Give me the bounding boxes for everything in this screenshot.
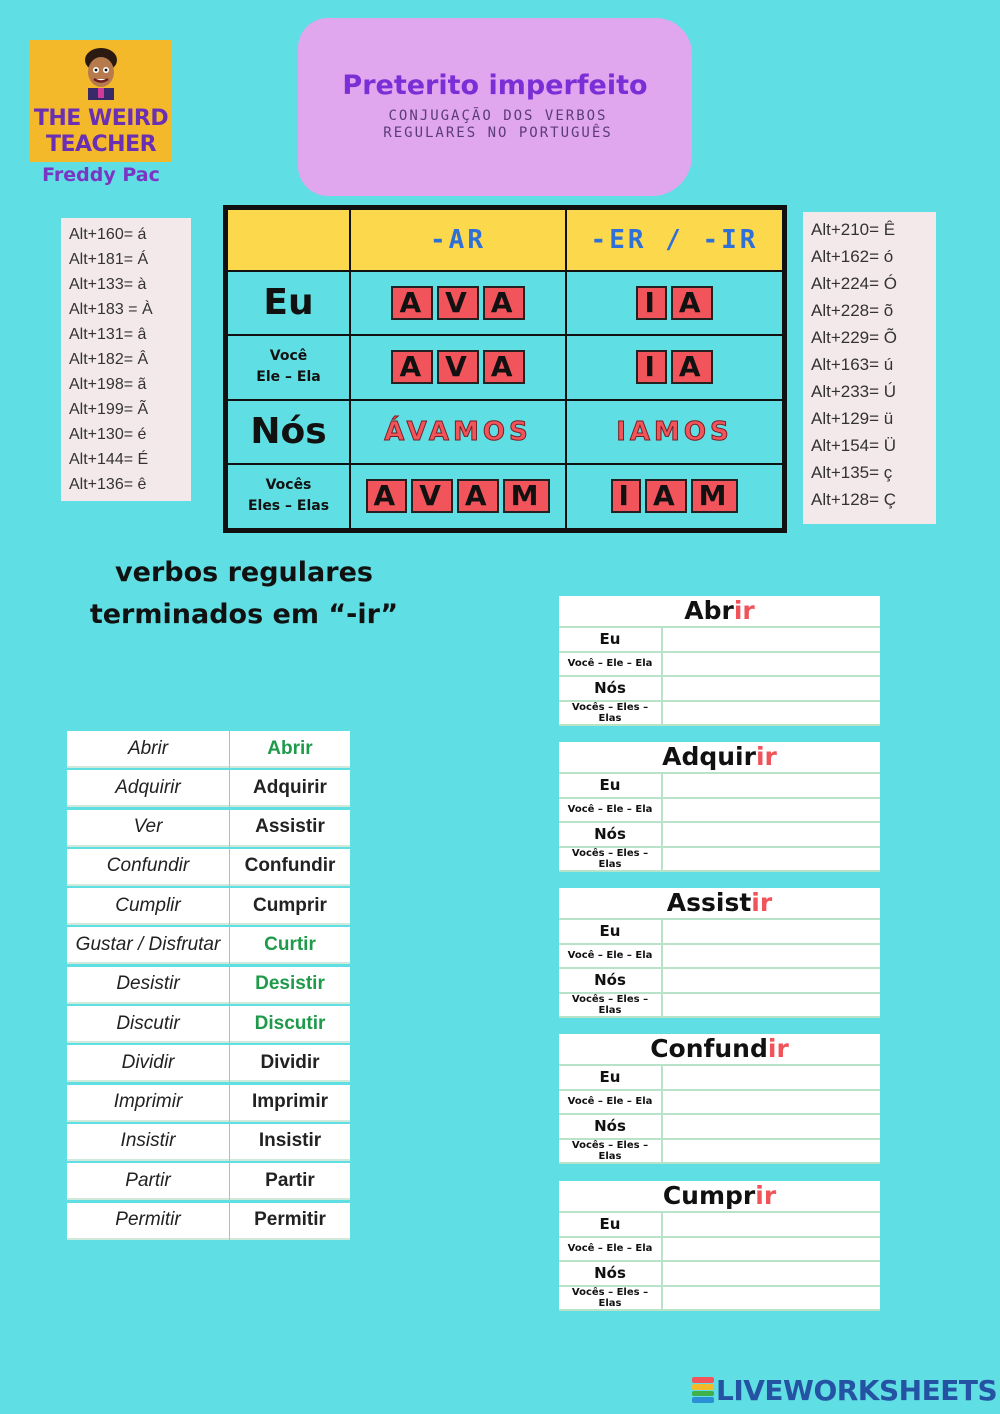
ending-box: I A	[634, 350, 714, 384]
ending-ar-voces	[350, 464, 566, 529]
exercise-verb-title	[559, 1034, 880, 1066]
pronoun-voces-line2: Eles – Elas	[247, 498, 330, 515]
ending-ar-eu	[350, 271, 566, 335]
portuguese-verb-list	[230, 731, 350, 1242]
conjugation-row-voce	[227, 335, 783, 400]
conjugation-answer-input[interactable]	[663, 1213, 880, 1236]
pronoun-voce-line2: Ele – Ela	[256, 369, 321, 386]
exercise-pronoun-label: Eu	[559, 1213, 663, 1236]
ending-ar-nos	[350, 400, 566, 464]
portuguese-verb-item[interactable]: Confundir	[230, 849, 350, 886]
header-empty-cell	[227, 209, 350, 271]
portuguese-verb-item[interactable]: Desistir	[230, 967, 350, 1004]
ending-box: I A	[634, 286, 714, 320]
exercise-pronoun-label: Vocês – Eles – Elas	[559, 702, 663, 725]
exercise-row	[559, 848, 880, 873]
exercise-table	[559, 596, 880, 726]
portuguese-verb-item[interactable]: Curtir	[230, 927, 350, 964]
alt-codes-left	[61, 218, 191, 501]
spanish-verb-item[interactable]: Confundir	[67, 849, 229, 886]
exercise-pronoun-label: Vocês – Eles – Elas	[559, 1140, 663, 1163]
exercise-pronoun-label: Você – Ele – Ela	[559, 945, 663, 968]
exercise-row	[559, 1238, 880, 1263]
exercise-pronoun-label: Nós	[559, 1115, 663, 1138]
portuguese-verb-item[interactable]: Dividir	[230, 1045, 350, 1082]
conjugation-answer-input[interactable]	[663, 1066, 880, 1089]
conjugation-answer-input[interactable]	[663, 799, 880, 822]
verb-ending: ir	[755, 742, 777, 771]
conjugation-row-voces	[227, 464, 783, 529]
exercise-pronoun-label: Eu	[559, 628, 663, 651]
spanish-verb-item[interactable]: Imprimir	[67, 1085, 229, 1122]
exercise-row	[559, 702, 880, 727]
conjugation-answer-input[interactable]	[663, 848, 880, 871]
title-bubble	[298, 18, 692, 196]
ending-ar-voce	[350, 335, 566, 400]
exercise-row	[559, 1287, 880, 1312]
ending-box: A V A	[389, 350, 526, 384]
ending-er-eu	[566, 271, 783, 335]
alt-code-item: Alt+136= ê	[69, 476, 147, 493]
spanish-verb-item[interactable]: Adquirir	[67, 770, 229, 807]
exercise-row	[559, 1091, 880, 1116]
alt-code-item: Alt+133= à	[69, 276, 147, 293]
portuguese-verb-item[interactable]: Imprimir	[230, 1085, 350, 1122]
heading-line2: terminados em “-ir”	[89, 599, 399, 630]
logo-brand	[30, 106, 172, 158]
conjugation-answer-input[interactable]	[663, 945, 880, 968]
alt-code-item: Alt+162= ó	[811, 247, 894, 266]
conjugation-answer-input[interactable]	[663, 774, 880, 797]
exercise-row	[559, 1115, 880, 1140]
header-ar	[350, 209, 566, 271]
exercise-pronoun-label: Eu	[559, 1066, 663, 1089]
spanish-verb-item[interactable]: Desistir	[67, 967, 229, 1004]
exercise-row	[559, 994, 880, 1019]
spanish-verb-item[interactable]: Partir	[67, 1163, 229, 1200]
conjugation-answer-input[interactable]	[663, 1238, 880, 1261]
logo-author: Freddy Pac	[42, 164, 160, 186]
alt-code-item: Alt+182= Â	[69, 351, 149, 368]
alt-code-item: Alt+154= Ü	[811, 436, 897, 455]
exercise-pronoun-label: Vocês – Eles – Elas	[559, 994, 663, 1017]
ending-box: I A M	[609, 479, 741, 513]
spanish-verb-item[interactable]: Discutir	[67, 1006, 229, 1043]
subtitle-line2: REGULARES NO PORTUGUÊS	[383, 125, 613, 141]
spanish-verb-item[interactable]: Permitir	[67, 1203, 229, 1240]
pronoun-eu: Eu	[227, 271, 350, 335]
alt-code-item: Alt+228= õ	[811, 301, 894, 320]
conjugation-answer-input[interactable]	[663, 994, 880, 1017]
header-ar-label: -AR	[430, 225, 486, 255]
liveworksheets-logo-icon	[692, 1377, 714, 1403]
conjugation-row-nos	[227, 400, 783, 464]
exercise-row	[559, 1140, 880, 1165]
subtitle-line1: CONJUGAÇÃO DOS VERBOS	[388, 108, 608, 124]
verbos-regulares-heading	[60, 552, 428, 636]
spanish-verb-item[interactable]: Ver	[67, 810, 229, 847]
verb-ending: ir	[755, 1181, 777, 1210]
conjugation-answer-input[interactable]	[663, 969, 880, 992]
exercise-pronoun-label: Você – Ele – Ela	[559, 799, 663, 822]
exercise-verb-title	[559, 1181, 880, 1213]
alt-codes-right	[803, 212, 936, 524]
conjugation-row-eu	[227, 271, 783, 335]
exercise-pronoun-label: Nós	[559, 823, 663, 846]
conjugation-answer-input[interactable]	[663, 920, 880, 943]
teacher-avatar-icon	[80, 46, 122, 100]
pronoun-voce-line1: Você	[269, 348, 308, 365]
spanish-verb-item[interactable]: Dividir	[67, 1045, 229, 1082]
alt-code-item: Alt+198= ã	[69, 376, 147, 393]
verb-ending: ir	[767, 1034, 789, 1063]
spanish-verb-item[interactable]: Insistir	[67, 1124, 229, 1161]
portuguese-verb-item[interactable]: Cumprir	[230, 888, 350, 925]
exercise-table	[559, 1181, 880, 1311]
alt-code-item: Alt+160= á	[69, 226, 147, 243]
portuguese-verb-item[interactable]: Assistir	[230, 810, 350, 847]
exercise-pronoun-label: Nós	[559, 969, 663, 992]
alt-code-item: Alt+224= Ó	[811, 274, 898, 293]
alt-code-item: Alt+199= Ã	[69, 401, 149, 418]
exercise-pronoun-label: Nós	[559, 677, 663, 700]
exercise-table	[559, 1034, 880, 1164]
ending-er-voces	[566, 464, 783, 529]
exercise-row	[559, 1262, 880, 1287]
conjugation-answer-input[interactable]	[663, 1115, 880, 1138]
alt-code-item: Alt+183 = À	[69, 301, 153, 318]
heading-line1: verbos regulares	[115, 557, 373, 588]
exercise-row	[559, 1213, 880, 1238]
header-er-ir	[566, 209, 783, 271]
pronoun-voces	[227, 464, 350, 529]
exercise-row	[559, 653, 880, 678]
exercise-pronoun-label: Você – Ele – Ela	[559, 1091, 663, 1114]
verb-stem: Abr	[684, 596, 734, 625]
pronoun-voces-line1: Vocês	[265, 477, 312, 494]
exercise-verb-title	[559, 596, 880, 628]
exercise-verb-title	[559, 888, 880, 920]
alt-code-item: Alt+144= É	[69, 451, 149, 468]
exercise-row	[559, 823, 880, 848]
header-er-ir-label: -ER / -IR	[590, 225, 759, 255]
alt-code-item: Alt+163= ú	[811, 355, 894, 374]
spanish-verb-item[interactable]: Cumplir	[67, 888, 229, 925]
alt-code-item: Alt+129= ü	[811, 409, 894, 428]
verb-stem: Cumpr	[662, 1181, 756, 1210]
alt-code-item: Alt+233= Ú	[811, 382, 897, 401]
ending-box: A V A M	[364, 479, 553, 513]
conjugation-answer-input[interactable]	[663, 653, 880, 676]
spanish-verb-item[interactable]: Abrir	[67, 731, 229, 768]
portuguese-verb-item[interactable]: Partir	[230, 1163, 350, 1200]
logo-brand-line1: THE WEIRD	[33, 106, 169, 131]
teacher-logo	[30, 40, 172, 188]
page-title: Preterito imperfeito	[342, 70, 648, 101]
exercise-pronoun-label: Nós	[559, 1262, 663, 1285]
ending-er-nos-text: IAMOS	[616, 416, 733, 447]
alt-code-item: Alt+181= Á	[69, 251, 149, 268]
portuguese-verb-item[interactable]: Insistir	[230, 1124, 350, 1161]
ending-er-voce	[566, 335, 783, 400]
portuguese-verb-item[interactable]: Permitir	[230, 1203, 350, 1240]
conjugation-header-row	[227, 209, 783, 271]
conjugation-answer-input[interactable]	[663, 823, 880, 846]
pronoun-voce	[227, 335, 350, 400]
ending-box: A V A	[389, 286, 526, 320]
exercise-row	[559, 969, 880, 994]
pronoun-nos: Nós	[227, 400, 350, 464]
conjugation-answer-input[interactable]	[663, 702, 880, 725]
exercise-pronoun-label: Você – Ele – Ela	[559, 653, 663, 676]
verb-stem: Adquir	[662, 742, 756, 771]
exercise-table	[559, 888, 880, 1018]
conjugation-answer-input[interactable]	[663, 677, 880, 700]
verb-stem: Assist	[666, 888, 752, 917]
exercise-pronoun-label: Você – Ele – Ela	[559, 1238, 663, 1261]
verb-ending: ir	[751, 888, 773, 917]
exercise-table	[559, 742, 880, 872]
alt-code-item: Alt+131= â	[69, 326, 147, 343]
alt-code-item: Alt+130= é	[69, 426, 147, 443]
exercise-row	[559, 677, 880, 702]
exercise-pronoun-label: Vocês – Eles – Elas	[559, 848, 663, 871]
conjugation-answer-input[interactable]	[663, 1140, 880, 1163]
conjugation-table	[223, 205, 787, 533]
conjugation-answer-input[interactable]	[663, 1287, 880, 1310]
exercise-verb-title	[559, 742, 880, 774]
ending-ar-nos-text: ÁVAMOS	[384, 416, 532, 447]
portuguese-verb-item[interactable]: Discutir	[230, 1006, 350, 1043]
conjugation-answer-input[interactable]	[663, 628, 880, 651]
liveworksheets-footer	[692, 1372, 997, 1408]
exercise-pronoun-label: Eu	[559, 774, 663, 797]
verb-stem: Confund	[650, 1034, 768, 1063]
ending-er-nos	[566, 400, 783, 464]
spanish-verb-list	[67, 731, 229, 1242]
spanish-verb-item[interactable]: Gustar / Disfrutar	[67, 927, 229, 964]
logo-brand-line2: TEACHER	[45, 132, 157, 157]
exercise-row	[559, 920, 880, 945]
alt-code-item: Alt+210= Ê	[811, 220, 896, 239]
exercise-row	[559, 799, 880, 824]
alt-code-item: Alt+229= Õ	[811, 328, 898, 347]
verb-ending: ir	[733, 596, 755, 625]
page-subtitle	[348, 108, 648, 142]
portuguese-verb-item[interactable]: Abrir	[230, 731, 350, 768]
exercise-row	[559, 628, 880, 653]
exercise-row	[559, 945, 880, 970]
exercise-row	[559, 1066, 880, 1091]
conjugation-answer-input[interactable]	[663, 1091, 880, 1114]
liveworksheets-brand: LIVEWORKSHEETS	[716, 1373, 998, 1407]
exercise-pronoun-label: Vocês – Eles – Elas	[559, 1287, 663, 1310]
exercise-pronoun-label: Eu	[559, 920, 663, 943]
exercise-row	[559, 774, 880, 799]
alt-code-item: Alt+128= Ç	[811, 490, 897, 509]
alt-code-item: Alt+135= ç	[811, 463, 893, 482]
conjugation-answer-input[interactable]	[663, 1262, 880, 1285]
portuguese-verb-item[interactable]: Adquirir	[230, 770, 350, 807]
